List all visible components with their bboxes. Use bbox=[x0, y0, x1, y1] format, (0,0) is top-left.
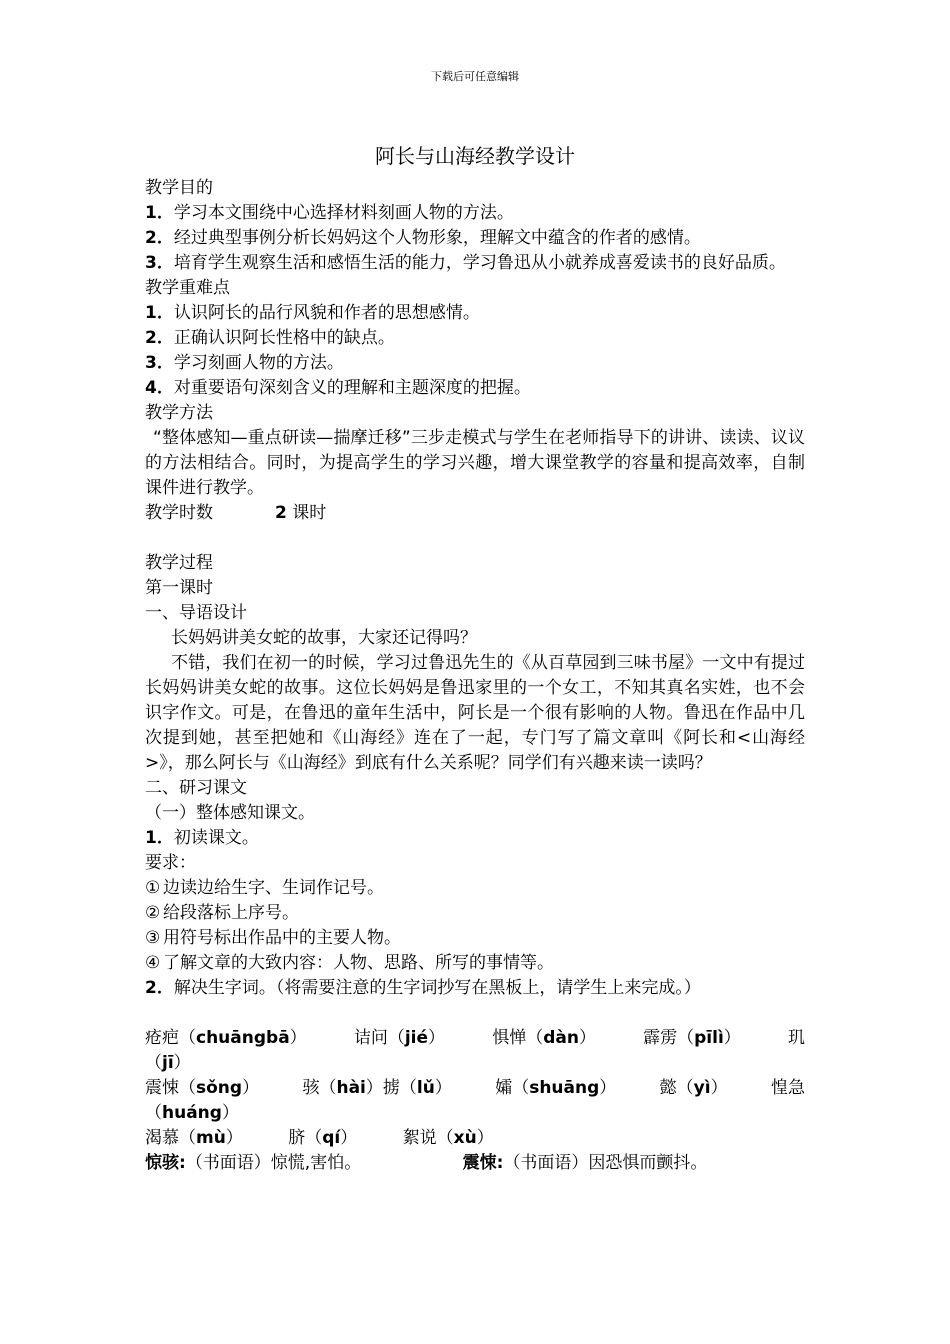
goal-item: 2．经过典型事例分析长妈妈这个人物形象，理解文中蕴含的作者的感情。 bbox=[145, 228, 701, 248]
vocab-item: 震悚（sǒng） bbox=[145, 1078, 260, 1098]
keypoint-item: 4．对重要语句深刻含义的理解和主题深度的把握。 bbox=[145, 378, 531, 398]
definitions-row bbox=[145, 1151, 805, 1176]
vocab-row bbox=[145, 1026, 805, 1051]
document-title: 阿长与山海经教学设计 bbox=[375, 144, 575, 168]
goals-heading: 教学目的 bbox=[145, 178, 213, 198]
vocab-item: 渴慕（mù） bbox=[145, 1128, 243, 1148]
vocab-item: 疮疤（chuāngbā） bbox=[145, 1028, 307, 1048]
vocab-continuation: （jī） bbox=[145, 1053, 191, 1073]
vocab-row bbox=[145, 1126, 805, 1151]
section-heading: 一、导语设计 bbox=[145, 603, 247, 623]
subsection-heading: （一）整体感知课文。 bbox=[145, 803, 315, 823]
requirement-item: ① 边读边给生字、生词作记号。 bbox=[145, 878, 384, 898]
section-heading: 二、研习课文 bbox=[145, 778, 247, 798]
intro-question: 长妈妈讲美女蛇的故事，大家还记得吗？ bbox=[171, 628, 477, 648]
vocab-item: 孀（shuāng） bbox=[495, 1078, 617, 1098]
goal-item: 1．学习本文围绕中心选择材料刻画人物的方法。 bbox=[145, 203, 514, 223]
methods-text: “整体感知—重点研读—揣摩迁移”三步走模式与学生在老师指导下的讲讲、读读、议议的方法相结合。同时，为提高学生的学习兴趣，增大课堂教学的容量和提高效率，自制课件进行教学。 bbox=[145, 428, 805, 498]
requirements-label: 要求： bbox=[145, 853, 196, 873]
vocab-item: 絮说（xù） bbox=[402, 1128, 494, 1148]
document-body bbox=[145, 176, 805, 1176]
goal-item: 3．培育学生观察生活和感悟生活的能力，学习鲁迅从小就养成喜爱读书的良好品质。 bbox=[145, 253, 786, 273]
step-item: 2．解决生字词。（将需要注意的生字词抄写在黑板上，请学生上来完成。） bbox=[145, 978, 701, 998]
vocab-item: 脐（qí） bbox=[288, 1128, 358, 1148]
process-heading: 教学过程 bbox=[145, 553, 213, 573]
keypoint-item: 1．认识阿长的品行风貌和作者的思想感情。 bbox=[145, 303, 480, 323]
vocab-continuation: （huáng） bbox=[145, 1103, 239, 1123]
vocab-item: 诘问（jié） bbox=[353, 1028, 446, 1048]
keypoint-item: 3．学习刻画人物的方法。 bbox=[145, 353, 344, 373]
teaching-hours: 教学时数 2 课时 bbox=[145, 503, 327, 523]
vocab-item: 惶急 bbox=[770, 1078, 805, 1098]
requirement-item: ② 给段落标上序号。 bbox=[145, 903, 299, 923]
step-item: 1．初读课文。 bbox=[145, 828, 259, 848]
keypoint-item: 2．正确认识阿长性格中的缺点。 bbox=[145, 328, 395, 348]
intro-paragraph: 不错，我们在初一的时候，学习过鲁迅先生的《从百草园到三味书屋》一文中有提过长妈妈讲美女蛇的故事。这位长妈妈是鲁迅家里的一个女工，不知其真名实姓，也不会识字作文。可是，在鲁迅的童年生活中，阿长是一个很有影响的人物。鲁迅在作品中几次提到她，甚至把她和《山海经》连在了一起，专门写了篇文章叫《阿长和<山海经>》，那么阿长与《山海经》到底有什么关系呢？同学们有兴趣来读一读吗？ bbox=[145, 653, 805, 773]
vocab-item: 惧惮（dàn） bbox=[492, 1028, 596, 1048]
vocab-row bbox=[145, 1076, 805, 1101]
methods-heading: 教学方法 bbox=[145, 403, 213, 423]
requirement-item: ③ 用符号标出作品中的主要人物。 bbox=[145, 928, 401, 948]
vocab-item: 骇（hài）掳（lǔ） bbox=[302, 1078, 452, 1098]
vocab-item: 玑 bbox=[787, 1028, 805, 1048]
page-header: 下载后可任意编辑 bbox=[431, 70, 519, 83]
vocab-item: 霹雳（pīlì） bbox=[643, 1028, 741, 1048]
requirement-item: ④ 了解文章的大致内容：人物、思路、所写的事情等。 bbox=[145, 953, 554, 973]
definition: 震悚:（书面语）因恐惧而颤抖。 bbox=[462, 1153, 708, 1173]
lesson-label: 第一课时 bbox=[145, 578, 213, 598]
keypoints-heading: 教学重难点 bbox=[145, 278, 230, 298]
definition: 惊骇:（书面语）惊慌,害怕。 bbox=[145, 1153, 362, 1173]
vocab-item: 懿（yì） bbox=[659, 1078, 728, 1098]
